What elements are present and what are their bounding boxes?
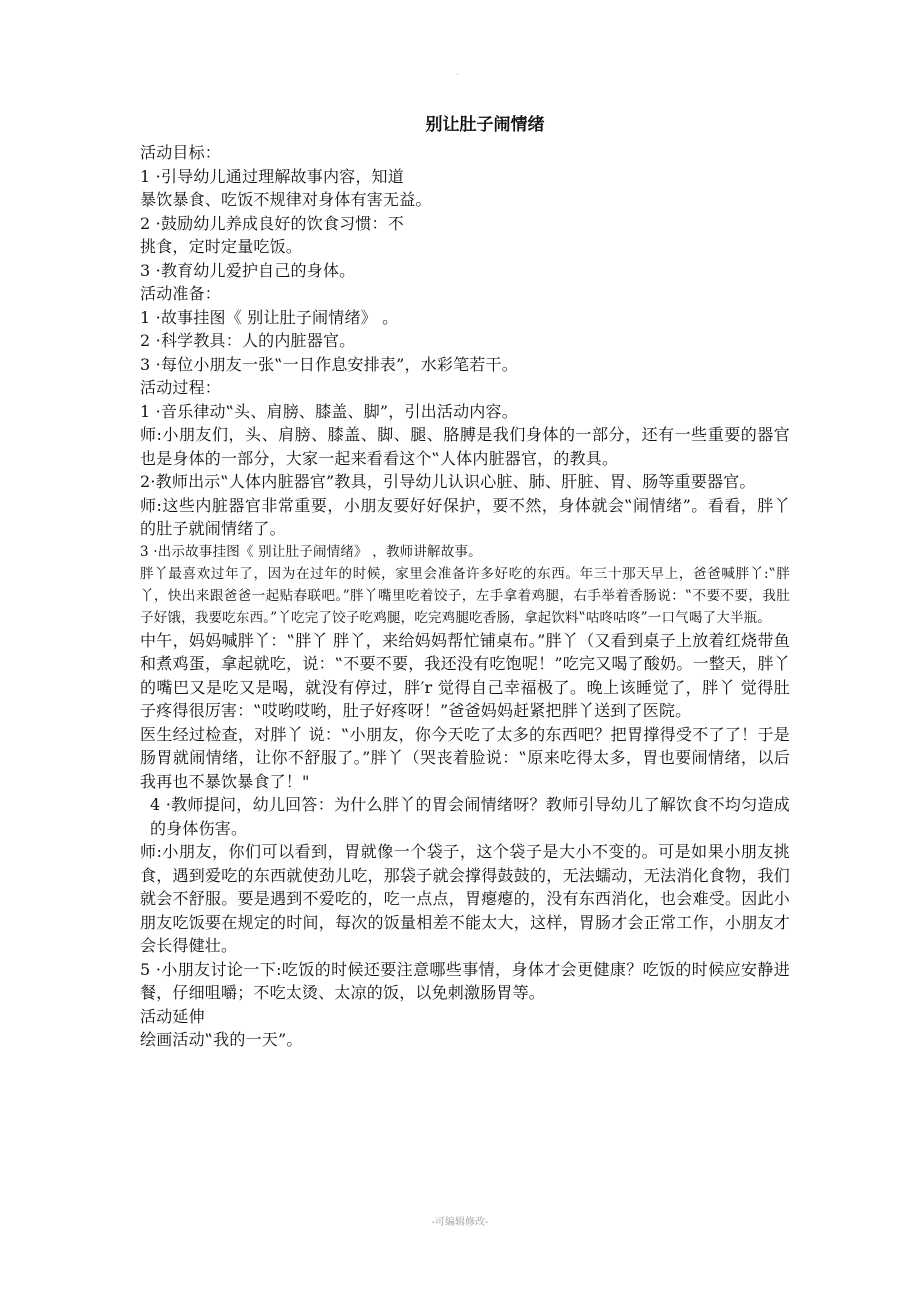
extension-item: 绘画活动‟我的一天”。 xyxy=(140,1030,303,1049)
prep-item-3: 3 ·每位小朋友一张‟一日作息安排表”，水彩笔若干。 xyxy=(140,354,518,374)
story-paragraph-2: 中午，妈妈喊胖丫：‟胖丫 胖丫，来给妈妈帮忙铺桌布。”胖丫（又看到桌子上放着红烧带鱼和煮鸡蛋，拿起就吃，说：‟不要不要，我还没有吃饱呢！”吃完又喝了酸奶。一整天，胖丫的嘴巴又是吃又是喝，就没有停过，胖′r 觉得自己幸福极了。晚上该睡觉了，胖丫 觉得肚子疼得很厉害：‟哎哟哎哟，肚子好疼呀！”爸爸妈妈赶紧把胖丫送到了医院。 xyxy=(140,630,790,720)
document-title: 别让肚子闹情绪 xyxy=(425,115,545,135)
process-step-1: 1 ·音乐律动‟头、肩膀、膝盖、脚”，引出活动内容。 xyxy=(140,401,518,421)
process-step-2: 2·教师出示‟人体内脏器官”教具，引导幼儿认识心脏、肺、肝脏、胃、肠等重要器官。 xyxy=(140,472,756,491)
top-mark: · xyxy=(456,70,459,79)
teacher-paragraph-1: 师:小朋友们，头、肩膀、膝盖、脚、腿、胳膊是我们身体的一部分，还有一些重要的器官也是身体的一部分，大家一起来看看这个‟人体内脏器官，的教具。 xyxy=(140,425,790,468)
story-paragraph-3: 医生经过检查，对胖丫 说：‟小朋友，你今天吃了太多的东西吧？把胃撑得受不了了！于是肠胃就闹情绪，让你不舒服了。”胖丫（哭丧着脸说：‟原来吃得太多，胃也要闹情绪，以后我再也不暴饮暴食了！" xyxy=(140,724,790,791)
process-step-5: 5 ·小朋友讨论一下:吃饭的时候还要注意哪些事情，身体才会更健康？吃饭的时候应安静进餐，仔细咀嚼；不吃太烫、太凉的饭，以免刺激肠胃等。 xyxy=(140,959,790,1002)
prep-item-2: 2 ·科学教具：人的内脏器官。 xyxy=(140,331,356,350)
goal-2-line-a: 2 ·鼓励幼儿养成良好的饮食习惯：不 xyxy=(140,213,404,233)
document-body xyxy=(140,110,790,1052)
goal-1-line-b: 暴饮暴食、吃饭不规律对身体有害无益。 xyxy=(140,190,432,209)
process-step-4: 4 ·教师提问，幼儿回答：为什么胖丫的胃会闹情绪呀？教师引导幼儿了解饮食不均匀造成的身体伤害。 xyxy=(150,795,790,838)
goal-3: 3 ·教育幼儿爱护自己的身体。 xyxy=(140,260,356,280)
extension-heading: 活动延伸 xyxy=(140,1006,205,1026)
page-footer: -可编辑修改- xyxy=(431,1217,489,1228)
goals-heading: 活动目标： xyxy=(140,143,222,162)
prep-item-1: 1 ·故事挂图《 别让肚子闹情绪》 。 xyxy=(140,307,399,327)
goal-1-line-a: 1 ·引导幼儿通过理解故事内容，知道 xyxy=(140,166,404,186)
process-heading: 活动过程： xyxy=(140,378,222,397)
process-step-3: 3 ·出示故事挂图《 别让肚子闹情绪》 ，教师讲解故事。 xyxy=(140,543,482,560)
goal-2-line-b: 挑食，定时定量吃饭。 xyxy=(140,237,303,256)
story-paragraph-1: 胖丫最喜欢过年了，因为在过年的时候，家里会准备许多好吃的东西。年三十那天早上，爸爸喊胖丫:‟胖丫，快出来跟爸爸一起贴春联吧。”胖丫嘴里吃着饺子，左手拿着鸡腿，右手举着香肠说：‟不要不要，我肚子好饿，我要吃东西。”丫吃完了饺子吃鸡腿，吃完鸡腿吃香肠，拿起饮料‟咕咚咕咚”一口气喝了大半瓶。 xyxy=(140,565,790,626)
teacher-paragraph-4: 师:小朋友，你们可以看到，胃就像一个袋子，这个袋子是大小不变的。可是如果小朋友挑食，遇到爱吃的东西就使劲儿吃，那袋子就会撑得鼓鼓的，无法蠕动，无法消化食物，我们就会不舒服。要是遇到不爱吃的，吃一点点，胃瘪瘪的，没有东西消化，也会难受。因此小朋友吃饭要在规定的时间，每次的饭量相差不能太大，这样，胃肠才会正常工作，小朋友才会长得健壮。 xyxy=(140,842,790,955)
teacher-paragraph-2: 师:这些内脏器官非常重要，小朋友要好好保护，要不然，身体就会‟闹情绪”。看看，胖丫的肚子就闹情绪了。 xyxy=(140,495,790,538)
prep-heading: 活动准备： xyxy=(140,284,222,303)
